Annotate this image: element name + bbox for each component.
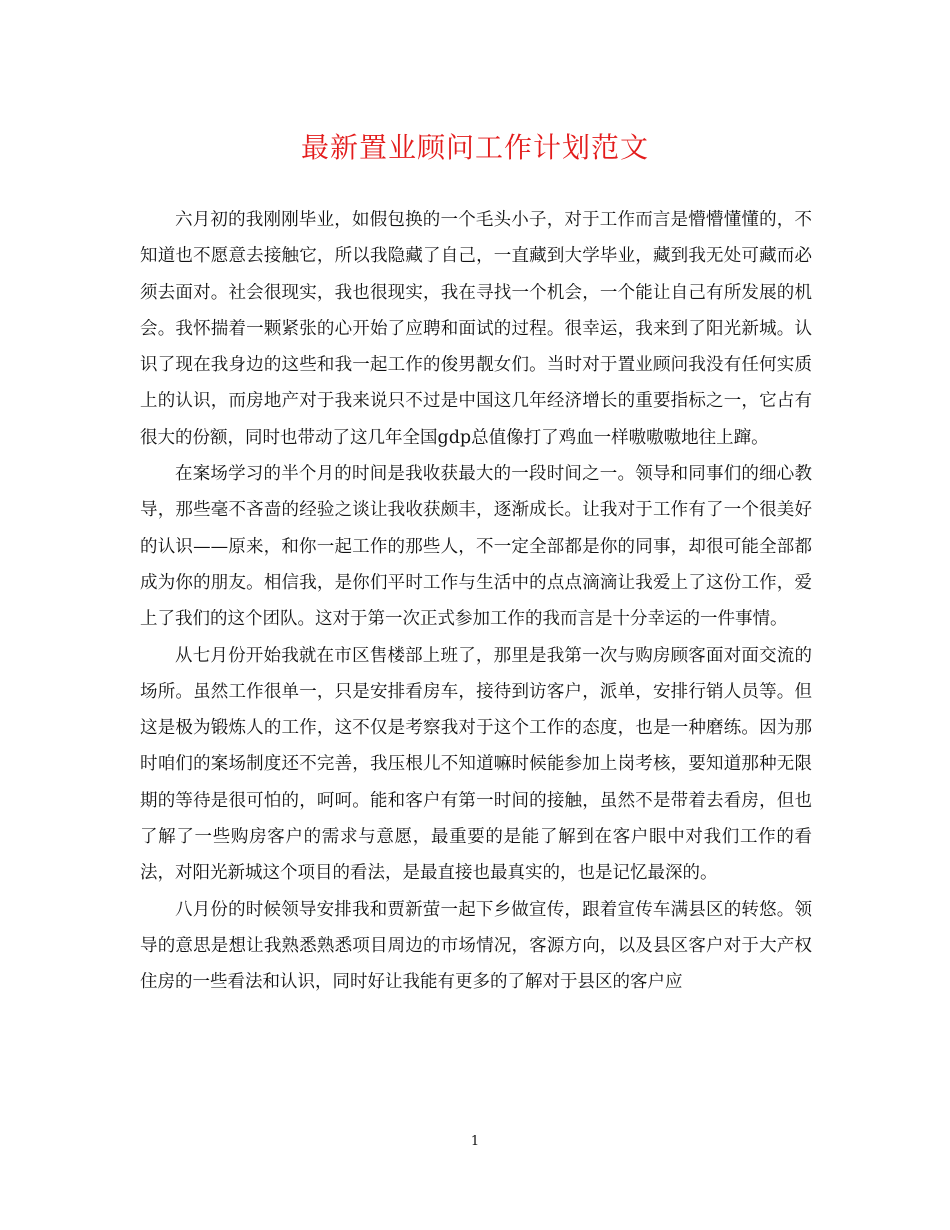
paragraph-2: 在案场学习的半个月的时间是我收获最大的一段时间之一。领导和同事们的细心教导，那些毫不吝啬的经验之谈让我收获颇丰，逐渐成长。让我对于工作有了一个很美好的认识——原来，和你一起工作的那些人，不一定全部都是你的同事，却很可能全部都成为你的朋友。相信我，是你们平时工作与生活中的点点滴滴让我爱上了这份工作，爱上了我们的这个团队。这对于第一次正式参加工作的我而言是十分幸运的一件事情。	[140, 464, 812, 630]
page-number: 1	[470, 1134, 480, 1149]
document-body	[140, 202, 812, 1001]
paragraph-4: 八月份的时候领导安排我和贾新萤一起下乡做宣传，跟着宣传车满县区的转悠。领导的意思是想让我熟悉熟悉项目周边的市场情况，客源方向，以及县区客户对于大产权住房的一些看法和认识，同时好让我能有更多的了解对于县区的客户应	[140, 899, 812, 993]
paragraph-3: 从七月份开始我就在市区售楼部上班了，那里是我第一次与购房顾客面对面交流的场所。虽然工作很单一，只是安排看房车，接待到访客户，派单，安排行销人员等。但这是极为锻炼人的工作，这不仅是考察我对于这个工作的态度，也是一种磨练。因为那时咱们的案场制度还不完善，我压根儿不知道嘛时候能参加上岗考核，要知道那种无限期的等待是很可怕的，呵呵。能和客户有第一时间的接触，虽然不是带着去看房，但也了解了一些购房客户的需求与意愿，最重要的是能了解到在客户眼中对我们工作的看法，对阳光新城这个项目的看法，是最直接也最真实的，也是记忆最深的。	[140, 645, 812, 884]
paragraph-1: 六月初的我刚刚毕业，如假包换的一个毛头小子，对于工作而言是懵懵懂懂的，不知道也不愿意去接触它，所以我隐藏了自己，一直藏到大学毕业，藏到我无处可藏而必须去面对。社会很现实，我也很现实，我在寻找一个机会，一个能让自己有所发展的机会。我怀揣着一颗紧张的心开始了应聘和面试的过程。很幸运，我来到了阳光新城。认识了现在我身边的这些和我一起工作的俊男靓女们。当时对于置业顾问我没有任何实质上的认识，而房地产对于我来说只不过是中国这几年经济增长的重要指标之一，它占有很大的份额，同时也带动了这几年全国gdp总值像打了鸡血一样嗷嗷嗷地往上蹿。	[140, 210, 812, 448]
document-title: 最新置业顾问工作计划范文	[300, 131, 649, 164]
